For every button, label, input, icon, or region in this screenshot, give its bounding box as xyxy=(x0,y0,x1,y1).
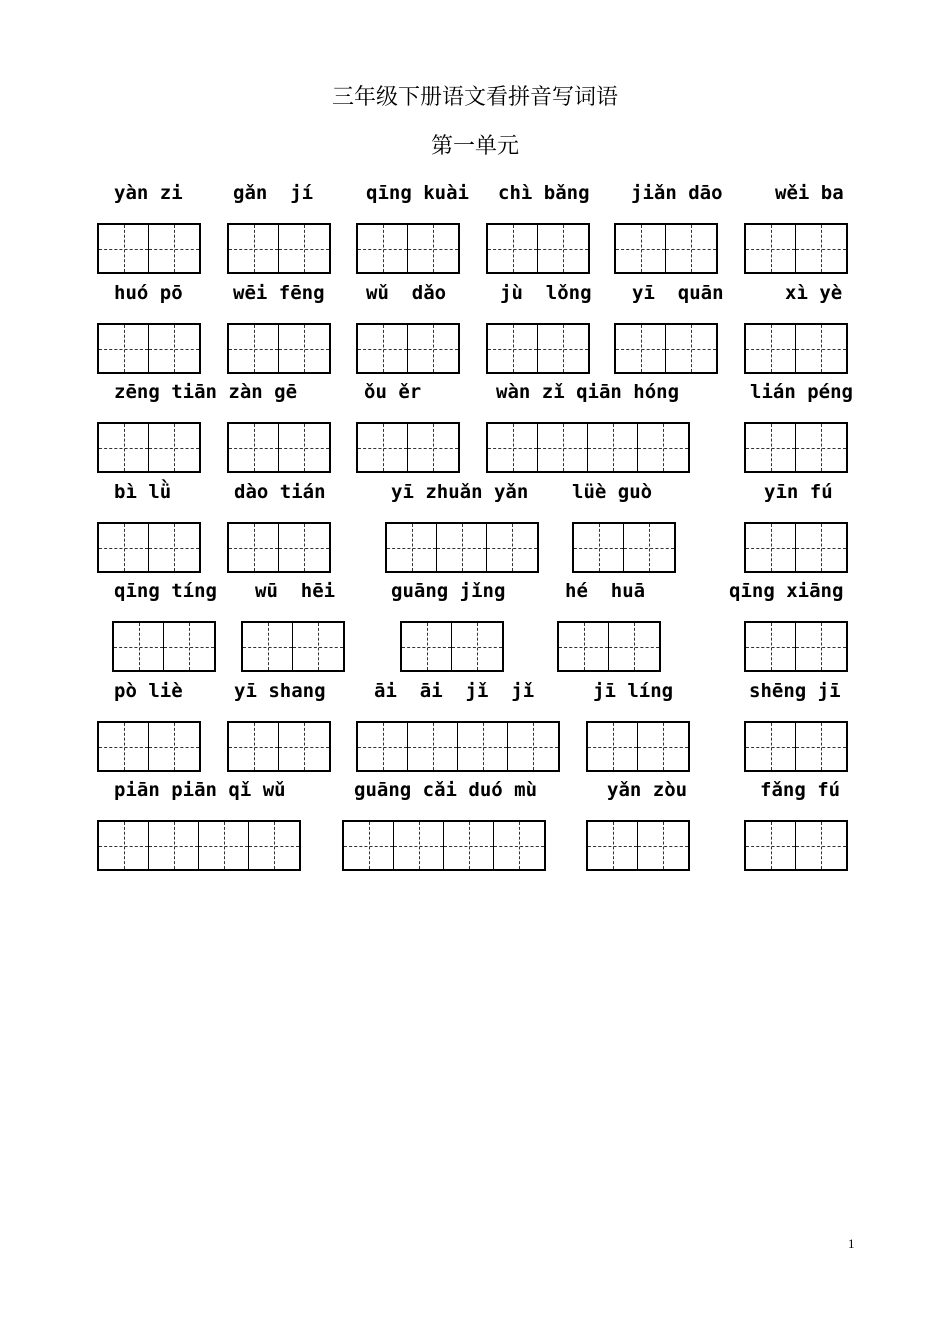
pinyin-label: bì lǜ xyxy=(114,481,172,503)
pinyin-label: guāng jǐng xyxy=(391,580,506,602)
tianzige-cell[interactable] xyxy=(796,524,846,571)
writing-grid xyxy=(744,721,848,772)
tianzige-cell[interactable] xyxy=(279,424,329,471)
writing-grid xyxy=(97,223,201,274)
tianzige-cell[interactable] xyxy=(538,325,588,372)
tianzige-cell[interactable] xyxy=(796,325,846,372)
tianzige-cell[interactable] xyxy=(99,524,149,571)
writing-grid xyxy=(227,721,331,772)
tianzige-cell[interactable] xyxy=(588,424,638,471)
pinyin-label: hé huā xyxy=(565,580,646,602)
tianzige-cell[interactable] xyxy=(624,524,674,571)
tianzige-cell[interactable] xyxy=(358,225,408,272)
tianzige-cell[interactable] xyxy=(559,623,609,670)
tianzige-cell[interactable] xyxy=(387,524,437,571)
writing-grid xyxy=(97,820,301,871)
writing-grid xyxy=(586,721,690,772)
writing-grid xyxy=(97,323,201,374)
tianzige-cell[interactable] xyxy=(666,225,716,272)
tianzige-cell[interactable] xyxy=(164,623,214,670)
tianzige-cell[interactable] xyxy=(229,325,279,372)
pinyin-label: yī quān xyxy=(632,282,724,304)
pinyin-label: yàn zi xyxy=(114,182,183,204)
tianzige-cell[interactable] xyxy=(149,524,199,571)
tianzige-cell[interactable] xyxy=(458,723,508,770)
tianzige-cell[interactable] xyxy=(796,623,846,670)
writing-grid xyxy=(356,323,460,374)
page-number: 1 xyxy=(848,1236,855,1251)
writing-grid xyxy=(356,223,460,274)
writing-grid xyxy=(97,422,201,473)
tianzige-cell[interactable] xyxy=(229,225,279,272)
tianzige-cell[interactable] xyxy=(508,723,558,770)
tianzige-cell[interactable] xyxy=(149,723,199,770)
writing-grid xyxy=(557,621,661,672)
writing-grid xyxy=(112,621,216,672)
pinyin-label: dào tián xyxy=(234,481,326,503)
tianzige-cell[interactable] xyxy=(666,325,716,372)
tianzige-cell[interactable] xyxy=(494,822,544,869)
tianzige-cell[interactable] xyxy=(99,723,149,770)
pinyin-label: wū hēi xyxy=(255,580,336,602)
tianzige-cell[interactable] xyxy=(99,225,149,272)
writing-grid xyxy=(342,820,546,871)
tianzige-cell[interactable] xyxy=(358,723,408,770)
writing-grid xyxy=(400,621,504,672)
pinyin-label: pò liè xyxy=(114,680,183,702)
tianzige-cell[interactable] xyxy=(538,424,588,471)
writing-grid xyxy=(744,422,848,473)
tianzige-cell[interactable] xyxy=(638,822,688,869)
writing-grid xyxy=(614,323,718,374)
pinyin-label: wàn zǐ qiān hóng xyxy=(496,381,680,403)
pinyin-label: chì bǎng xyxy=(498,182,590,204)
tianzige-cell[interactable] xyxy=(746,822,796,869)
tianzige-cell[interactable] xyxy=(249,822,299,869)
tianzige-cell[interactable] xyxy=(408,225,458,272)
tianzige-cell[interactable] xyxy=(796,723,846,770)
writing-grid xyxy=(227,323,331,374)
tianzige-cell[interactable] xyxy=(638,424,688,471)
writing-grid xyxy=(486,223,590,274)
tianzige-cell[interactable] xyxy=(114,623,164,670)
pinyin-label: qīng xiāng xyxy=(729,580,844,602)
tianzige-cell[interactable] xyxy=(229,424,279,471)
tianzige-cell[interactable] xyxy=(99,822,149,869)
tianzige-cell[interactable] xyxy=(408,325,458,372)
pinyin-label: wǔ dǎo xyxy=(366,282,447,304)
pinyin-label: shēng jī xyxy=(749,680,841,702)
tianzige-cell[interactable] xyxy=(746,325,796,372)
tianzige-cell[interactable] xyxy=(99,325,149,372)
pinyin-label: zēng tiān zàn gē xyxy=(114,381,298,403)
tianzige-cell[interactable] xyxy=(452,623,502,670)
tianzige-cell[interactable] xyxy=(99,424,149,471)
writing-grid xyxy=(744,621,848,672)
tianzige-cell[interactable] xyxy=(279,723,329,770)
tianzige-cell[interactable] xyxy=(279,225,329,272)
tianzige-cell[interactable] xyxy=(394,822,444,869)
tianzige-cell[interactable] xyxy=(746,225,796,272)
writing-grid xyxy=(572,522,676,573)
tianzige-cell[interactable] xyxy=(408,723,458,770)
pinyin-label: yǎn zòu xyxy=(607,779,688,801)
pinyin-label: yī zhuǎn yǎn xyxy=(391,481,529,503)
tianzige-cell[interactable] xyxy=(638,723,688,770)
writing-grid xyxy=(356,422,460,473)
tianzige-cell[interactable] xyxy=(229,524,279,571)
tianzige-cell[interactable] xyxy=(279,325,329,372)
pinyin-label: wěi ba xyxy=(775,182,844,204)
pinyin-label: jù lǒng xyxy=(500,282,592,304)
writing-grid xyxy=(744,820,848,871)
tianzige-cell[interactable] xyxy=(488,225,538,272)
tianzige-cell[interactable] xyxy=(588,723,638,770)
tianzige-cell[interactable] xyxy=(149,424,199,471)
tianzige-cell[interactable] xyxy=(538,225,588,272)
tianzige-cell[interactable] xyxy=(746,723,796,770)
tianzige-cell[interactable] xyxy=(344,822,394,869)
pinyin-label: yīn fú xyxy=(764,481,833,503)
writing-grid xyxy=(97,522,201,573)
writing-grid xyxy=(744,323,848,374)
tianzige-cell[interactable] xyxy=(746,524,796,571)
tianzige-cell[interactable] xyxy=(149,225,199,272)
tianzige-cell[interactable] xyxy=(746,623,796,670)
tianzige-cell[interactable] xyxy=(243,623,293,670)
pinyin-label: wēi fēng xyxy=(233,282,325,304)
pinyin-label: qīng tíng xyxy=(114,580,217,602)
tianzige-cell[interactable] xyxy=(487,524,537,571)
tianzige-cell[interactable] xyxy=(574,524,624,571)
pinyin-label: gǎn jí xyxy=(233,182,314,204)
writing-grid xyxy=(227,223,331,274)
writing-grid xyxy=(486,422,690,473)
pinyin-label: xì yè xyxy=(785,282,843,304)
pinyin-label: piān piān qǐ wǔ xyxy=(114,779,286,801)
writing-grid xyxy=(486,323,590,374)
writing-grid xyxy=(356,721,560,772)
writing-grid xyxy=(97,721,201,772)
tianzige-cell[interactable] xyxy=(199,822,249,869)
writing-grid xyxy=(241,621,345,672)
pinyin-label: fǎng fú xyxy=(760,779,841,801)
pinyin-label: āi āi jǐ jǐ xyxy=(374,680,535,702)
tianzige-cell[interactable] xyxy=(796,822,846,869)
tianzige-cell[interactable] xyxy=(588,822,638,869)
tianzige-cell[interactable] xyxy=(488,325,538,372)
pinyin-label: guāng cǎi duó mù xyxy=(354,779,538,801)
writing-grid xyxy=(227,522,331,573)
pinyin-label: huó pō xyxy=(114,282,183,304)
pinyin-label: qīng kuài xyxy=(366,182,469,204)
tianzige-cell[interactable] xyxy=(616,225,666,272)
writing-grid xyxy=(744,522,848,573)
document-title: 三年级下册语文看拼音写词语 xyxy=(331,85,618,110)
tianzige-cell[interactable] xyxy=(229,723,279,770)
tianzige-cell[interactable] xyxy=(293,623,343,670)
tianzige-cell[interactable] xyxy=(796,424,846,471)
tianzige-cell[interactable] xyxy=(609,623,659,670)
pinyin-label: yī shang xyxy=(234,680,326,702)
tianzige-cell[interactable] xyxy=(437,524,487,571)
tianzige-cell[interactable] xyxy=(358,325,408,372)
tianzige-cell[interactable] xyxy=(444,822,494,869)
tianzige-cell[interactable] xyxy=(358,424,408,471)
writing-grid xyxy=(227,422,331,473)
pinyin-label: lüè guò xyxy=(572,481,653,503)
tianzige-cell[interactable] xyxy=(408,424,458,471)
writing-grid xyxy=(586,820,690,871)
tianzige-cell[interactable] xyxy=(488,424,538,471)
pinyin-label: jī líng xyxy=(593,680,674,702)
pinyin-label: ǒu ěr xyxy=(364,381,422,403)
tianzige-cell[interactable] xyxy=(746,424,796,471)
writing-grid xyxy=(385,522,539,573)
tianzige-cell[interactable] xyxy=(402,623,452,670)
tianzige-cell[interactable] xyxy=(796,225,846,272)
tianzige-cell[interactable] xyxy=(279,524,329,571)
tianzige-cell[interactable] xyxy=(616,325,666,372)
pinyin-label: lián péng xyxy=(750,381,853,403)
pinyin-label: jiǎn dāo xyxy=(631,182,723,204)
unit-title: 第一单元 xyxy=(430,134,519,159)
tianzige-cell[interactable] xyxy=(149,325,199,372)
writing-grid xyxy=(744,223,848,274)
writing-grid xyxy=(614,223,718,274)
tianzige-cell[interactable] xyxy=(149,822,199,869)
